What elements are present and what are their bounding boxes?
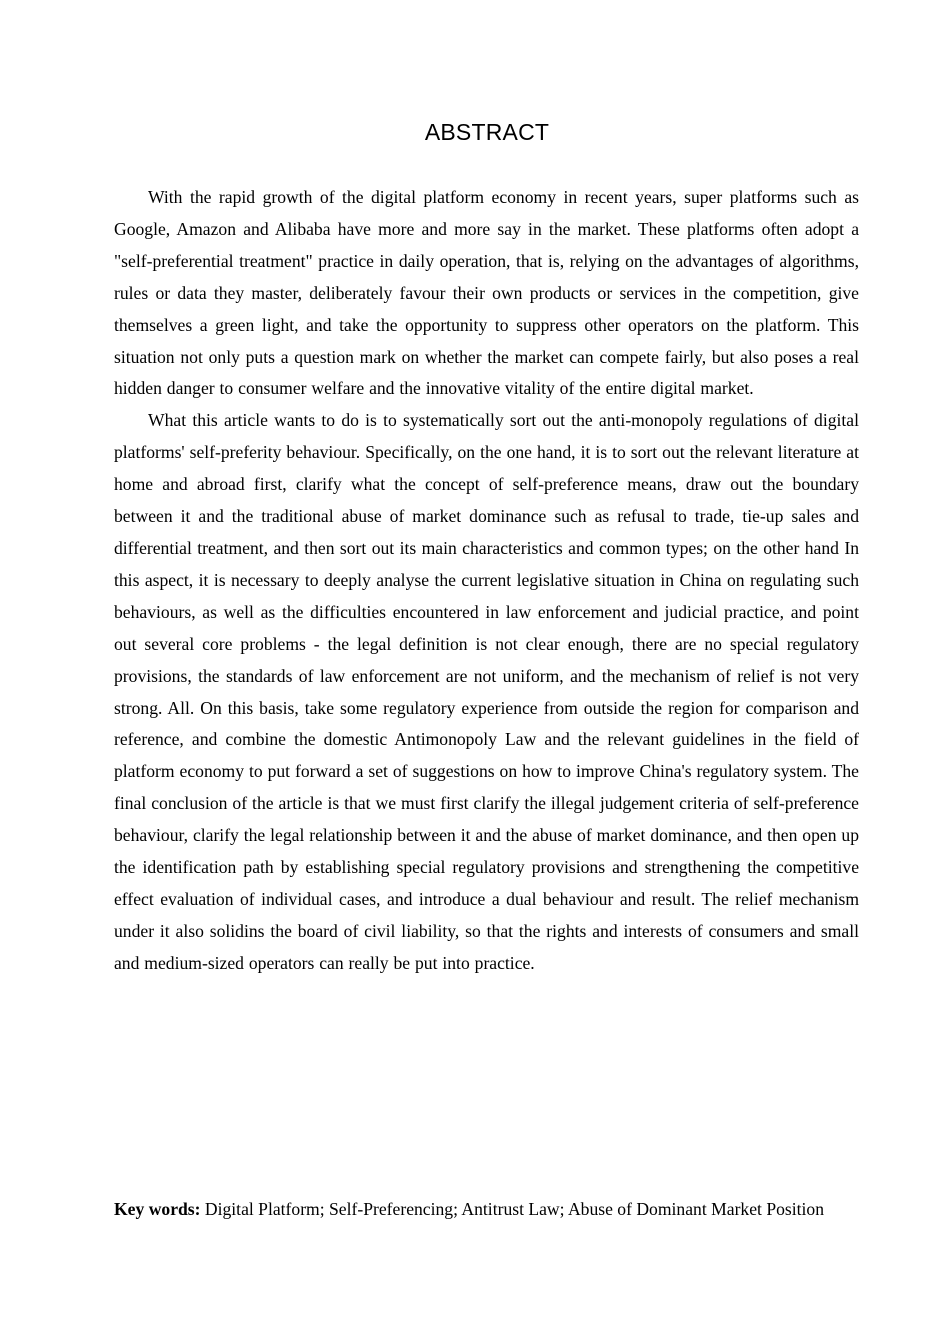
abstract-paragraph-2: What this article wants to do is to systematically sort out the anti-monopoly regulations of digital platforms' self-preferity behaviour. Specifically, on the one hand, it is to sort out the relevant literature at home and abroad first, clarify what the concept of self-preference means, draw out the boundary between it and the traditional abuse of market dominance such as refusal to trade, tie-up sales and differential treatment, and then sort out its main characteristics and common types; on the other hand In this aspect, it is necessary to deeply analyse the current legislative situation in China on regulating such behaviours, as well as the difficulties encountered in law enforcement and judicial practice, and point out several core problems - the legal definition is not clear enough, there are no special regulatory provisions, the standards of law enforcement are not uniform, and the mechanism of relief is not very strong. All. On this basis, take some regulatory experience from outside the region for comparison and reference, and combine the domestic Antimonopoly Law and the relevant guidelines in the field of platform economy to put forward a set of suggestions on how to improve China's regulatory system. The final conclusion of the article is that we must first clarify the illegal judgement criteria of self-preference behaviour, clarify the legal relationship between it and the abuse of market dominance, and then open up the identification path by establishing special regulatory provisions and strengthening the competitive effect evaluation of individual cases, and introduce a dual behaviour and result. The relief mechanism under it also solidins the board of civil liability, so that the rights and interests of consumers and small and medium-sized operators can really be put into practice. (114, 410, 859, 973)
keywords-section (114, 1198, 859, 1220)
abstract-title: ABSTRACT (424, 119, 550, 145)
abstract-body (114, 182, 859, 980)
keywords-text: Digital Platform; Self-Preferencing; Antitrust Law; Abuse of Dominant Market Position (204, 1199, 825, 1219)
keywords-label: Key words: (114, 1199, 201, 1219)
abstract-paragraph-1: With the rapid growth of the digital platform economy in recent years, super platforms such as Google, Amazon and Alibaba have more and more say in the market. These platforms often adopt a "self-preferential treatment" practice in daily operation, that is, relying on the advantages of algorithms, rules or data they master, deliberately favour their own products or services in the competition, give themselves a green light, and take the opportunity to suppress other operators on the platform. This situation not only puts a question mark on whether the market can compete fairly, but also poses a real hidden danger to consumer welfare and the innovative vitality of the entire digital market. (114, 187, 859, 399)
